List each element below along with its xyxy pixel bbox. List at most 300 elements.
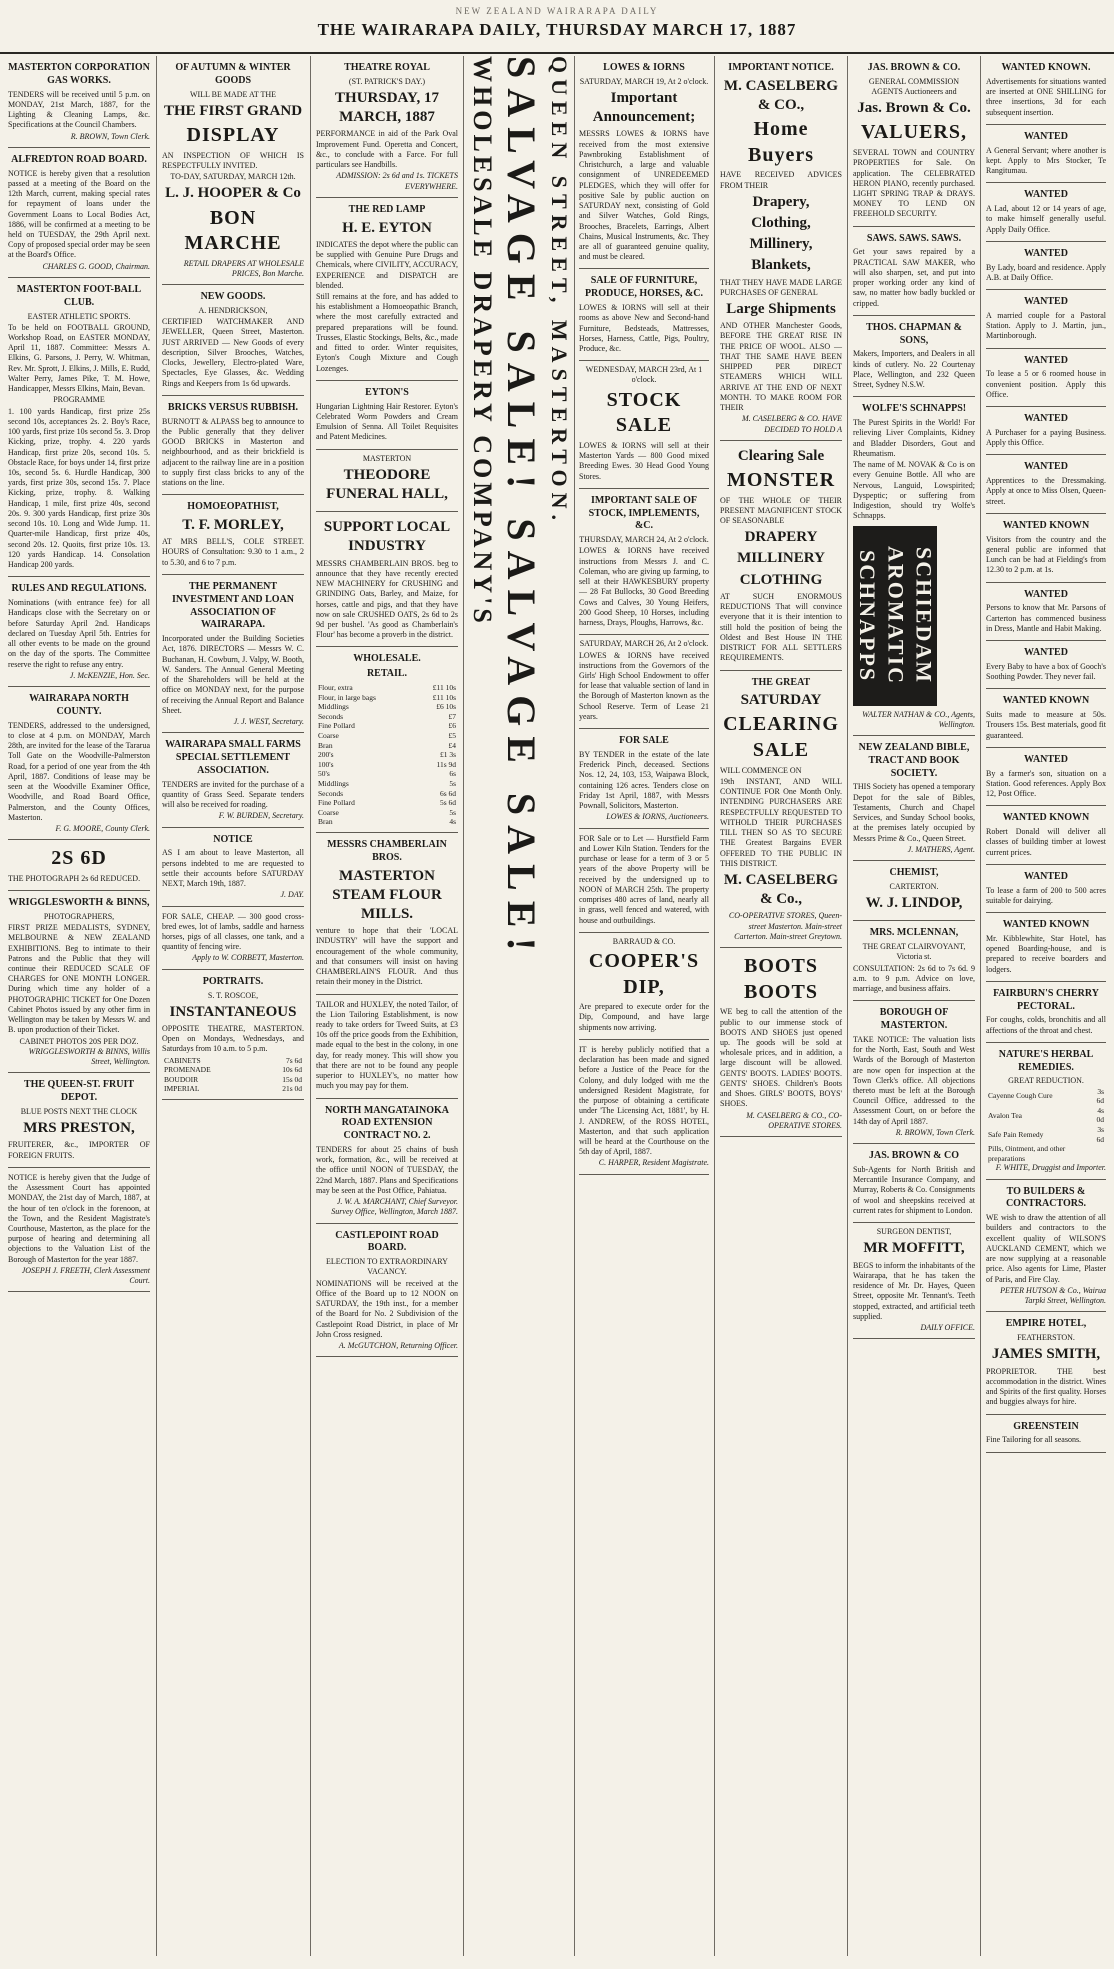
ad-heading: THEATRE ROYAL [344, 62, 430, 73]
ad-body: TENDERS for about 25 chains of bush work, formation, &c., will be received at the office until NOON of TUESDAY, the 22nd March, 1887. Plans and Specifications may be seen at the Post Office, Pahiatua. [316, 1145, 458, 1195]
price-value: 21s 0d [282, 1084, 302, 1094]
ad-heading: JAS. BROWN & CO. [867, 62, 961, 73]
price-value: 4s [449, 817, 456, 827]
advertisement [8, 148, 150, 278]
advertisement [853, 921, 975, 1001]
ad-heading: IMPORTANT NOTICE. [728, 62, 834, 73]
ad-heading: BON MARCHE [184, 206, 282, 255]
price-row [986, 1087, 1106, 1106]
price-value: 6s [449, 769, 456, 779]
ad-heading: Jas. Brown & Co. [857, 100, 971, 117]
ad-heading: BRICKS VERSUS RUBBISH. [167, 401, 299, 413]
price-item: Seconds [318, 788, 343, 798]
price-value: 3s 6d [1096, 1125, 1104, 1144]
advertisement [853, 736, 975, 861]
price-value: 3s 6d [1096, 1086, 1104, 1106]
ad-heading: MESSRS CHAMBERLAIN BROS. [327, 838, 447, 863]
ad-body: WE wish to draw the attention of all builders and contractors to the excellent quality of WILSON'S AUCKLAND CEMENT, which we are now supplying at a reasonable price. Also agents for Lime, Plaster of Paris, and Fire Clay. [986, 1213, 1106, 1284]
advertisement [8, 840, 150, 891]
advertisement [162, 495, 304, 575]
ad-signature: DAILY OFFICE. [920, 1322, 975, 1332]
price-item: BOUDOIR [164, 1074, 199, 1084]
ad-heading: CASTLEPOINT ROAD BOARD. [335, 1229, 439, 1254]
ad-body: THE PHOTOGRAPH 2s 6d REDUCED. [8, 873, 141, 883]
rotated-line-3: WHOLESALE DRAPERY COMPANY'S [468, 56, 497, 627]
ad-heading: INSTANTANEOUS [169, 1003, 297, 1020]
price-row [316, 702, 458, 712]
advertisement [579, 729, 709, 828]
advertisement [162, 56, 304, 285]
advertisement [316, 512, 458, 647]
ad-heading: WANTED [1024, 647, 1068, 658]
ad-heading: WANTED [1024, 296, 1068, 307]
ad-subheading: WILL BE MADE AT THE [189, 89, 277, 99]
advertisement [853, 227, 975, 316]
ad-heading: WANTED KNOWN [1002, 812, 1090, 824]
advertisement [579, 933, 709, 1040]
ad-heading: NEW GOODS. [200, 291, 266, 303]
ad-body: venture to hope that their 'LOCAL INDUSTRY' will have the support and encouragement of the whole community, and that consumers will insist on having CHAMBERLAIN'S FLOUR. And thus retain their money in the District. [316, 926, 458, 987]
ad-subheading: MASTERTON [362, 453, 412, 463]
ad-heading: T. F. MORLEY, [182, 517, 284, 534]
ad-heading: MASTERTON STEAM FLOUR MILLS. [332, 867, 442, 922]
ad-body: The Purest Spirits in the World! For relieving Liver Complaints, Kidney and Bladder Disorders, Gout and Rheumatism. [853, 418, 975, 458]
price-row [316, 808, 458, 818]
price-row [986, 1144, 1106, 1163]
ad-heading: 2S 6D [51, 847, 107, 870]
ad-body: Get your saws repaired by a PRACTICAL SAW MAKER, who will also sharpen, set, and put into proper working order any kind of saw, no matter how badly buckled or cripped. [853, 247, 975, 308]
ad-heading: WANTED KNOWN [1002, 519, 1090, 531]
ad-heading: TO BUILDERS & CONTRACTORS. [1005, 1185, 1087, 1210]
advertisement [316, 1099, 458, 1224]
ad-heading: WANTED [1024, 247, 1068, 259]
ad-heading: WANTED KNOWN [1002, 695, 1090, 707]
ad-body: Apprentices to the Dressmaking. Apply at once to Miss Olsen, Queen-street. [986, 476, 1106, 506]
column-rule [847, 56, 848, 1956]
ad-heading: FOR SALE [619, 735, 669, 747]
ad-heading: Important Announcement; [592, 90, 696, 126]
ad-heading: MR MOFFITT, [863, 1240, 965, 1257]
price-row [316, 721, 458, 731]
ad-body: FOR SALE, CHEAP. — 300 good cross-bred ewes, lot of lambs, saddle and harness horses, pigs of all classes, one tank, and a quantity of fencing wire. [162, 911, 304, 952]
ad-heading: PORTRAITS. [202, 975, 264, 987]
ad-signature: R. BROWN, Town Clerk. [895, 1127, 975, 1137]
ad-signature: Apply to W. CORBETT, Masterton. [192, 953, 304, 963]
ad-signature: F. G. MOORE, County Clerk. [55, 823, 150, 833]
ad-heading: MRS PRESTON, [23, 1120, 135, 1137]
column-7 [849, 56, 979, 1956]
ad-heading: SUPPORT LOCAL INDUSTRY [323, 519, 451, 555]
advertisement [986, 125, 1106, 184]
advertisement [986, 913, 1106, 982]
ad-heading: MASTERTON FOOT-BALL CLUB. [16, 283, 142, 308]
ad-heading: WAIRARAPA SMALL FARMS SPECIAL SETTLEMENT ASSOCIATION. [165, 739, 301, 776]
advertisement [986, 748, 1106, 807]
advertisement [8, 56, 150, 148]
advertisement [8, 577, 150, 687]
ad-heading: WANTED [1024, 354, 1068, 366]
ad-heading: Clearing Sale [737, 447, 825, 464]
ad-heading: WANTED KNOWN [1002, 919, 1090, 931]
price-item: Middlings [318, 778, 349, 788]
ad-heading: MONSTER [726, 469, 836, 491]
advertisement [986, 806, 1106, 865]
ad-heading: Home Buyers [748, 118, 814, 166]
ad-heading: NORTH MANGATAINOKA ROAD EXTENSION CONTRACT NO. 2. [325, 1104, 449, 1142]
ad-body: By a farmer's son, situation on a Station. Good references. Apply Box 12, Post Office. [986, 768, 1106, 799]
ad-body: Visitors from the country and the general public are informed that Lunch can be had at Fielding's from 12.30 to 2 p.m. at 1s. [986, 534, 1106, 575]
ad-subheading: THE GREAT CLAIRVOYANT, Victoria st. [862, 942, 966, 962]
advertisement [853, 56, 975, 227]
ad-heading: THE RED LAMP [348, 203, 426, 215]
ad-body: CONSULTATION: 2s 6d to 7s 6d. 9 a.m. to 9 p.m. Advice on love, marriage, and business affairs. [853, 963, 975, 994]
column-8 [982, 56, 1110, 1956]
ad-heading: WANTED [1024, 753, 1068, 765]
ad-body: WE beg to call the attention of the public to our immense stock of BOOTS AND SHOES just opened up. The goods will be sold at wholesale prices, and in addition, a large discount will be allowed. GENTS' BOOTS. LADIES' BOOTS. GENTS' SHOES. Children's Boots and Shoes. GIRLS' BOOTS, BOYS' SHOES. [720, 1007, 842, 1109]
ad-body: AT MRS BELL'S, COLE STREET. HOURS of Consultation: 9.30 to 1 a.m., 2 to 5.30, and 6 to 7 p.m. [162, 537, 304, 567]
price-item: Bran [318, 740, 333, 750]
ad-heading: SALE OF FURNITURE, PRODUCE, HORSES, &C. [584, 275, 704, 300]
ad-heading: COOPER'S DIP, [588, 949, 700, 998]
advertisement [579, 361, 709, 489]
advertisement [986, 290, 1106, 349]
price-row [316, 731, 458, 741]
price-item: Fine Pollard [318, 798, 355, 808]
price-row [316, 750, 458, 760]
ad-body: The name of M. NOVAK & Co is on every Genuine Bottle. All who are Nervous, Languid, Lowspirited; Dyspeptic; or suffering from Indigestion, should try Wolfe's Schnapps. [853, 460, 975, 521]
ad-heading: WANTED [1024, 588, 1068, 600]
ad-list-item: Drapery, [752, 193, 810, 210]
advertisement [579, 56, 709, 269]
ad-body: Are prepared to execute order for the Dip, Compound, and have large shipments now arriving. [579, 1002, 709, 1032]
ad-body: Suits made to measure at 50s. Trousers 15s. Best materials, good fit guaranteed. [986, 710, 1106, 740]
ad-body: Every Baby to have a box of Gooch's Soothing Powder. They never fail. [986, 661, 1106, 682]
ad-body: TAKE NOTICE: The valuation lists for the North, East, South and West Wards of the Borough of Masterton are now open for inspection at the Town Clerk's office. All objections thereto must be left at the Borough Council Office, addressed to the Assessment Court, on or before the 14th day of April 1887. [853, 1034, 975, 1126]
advertisement [162, 575, 304, 733]
ad-subheading: THURSDAY, MARCH 24, At 2 o'clock. [579, 535, 709, 545]
ad-body: A General Servant; where another is kept. Apply to Mrs Stocker, Te Rangitumau. [986, 145, 1106, 175]
ad-heading: DISPLAY [186, 124, 280, 147]
ad-list-item: MILLINERY [737, 550, 825, 567]
ad-subheading: CARTERTON. [889, 881, 939, 891]
ad-body: THAT THEY HAVE MADE LARGE PURCHASES OF GENERAL [720, 277, 842, 297]
ad-subheading: SURGEON DENTIST, [876, 1227, 952, 1237]
price-row [316, 741, 458, 751]
advertisement [316, 1224, 458, 1358]
ad-heading: WAIRARAPA NORTH COUNTY. [29, 693, 129, 717]
ad-signature: CHARLES G. GOOD, Chairman. [42, 261, 150, 271]
advertisement [162, 828, 304, 907]
ad-heading: WANTED [1024, 189, 1068, 201]
ad-subheading: BARRAUD & CO. [612, 936, 676, 946]
ad-list-item: CLOTHING [739, 571, 823, 588]
advertisement [8, 1168, 150, 1293]
ad-heading: ALFREDTON ROAD BOARD. [11, 153, 147, 165]
column-rule [714, 56, 715, 1956]
ad-heading: THE QUEEN-ST. FRUIT DEPOT. [23, 1079, 135, 1104]
ad-heading: LOWES & IORNS [603, 62, 685, 73]
ad-body: OPPOSITE THEATRE, MASTERTON. Open on Mondays, Wednesdays, and Saturdays from 10 a.m. to 5 p.m. [162, 1023, 304, 1054]
ad-signature: RETAIL DRAPERS AT WHOLESALE PRICES, Bon Marche. [183, 258, 304, 278]
ad-heading: THE FIRST GRAND [163, 102, 303, 119]
price-table [986, 1087, 1106, 1164]
ad-heading: STOCK SALE [606, 388, 682, 437]
column-2 [158, 56, 308, 1956]
ad-body: BY TENDER in the estate of the late Frederick Pinch, deceased. Sections Nos. 12, 24, 103, 153, Waipawa Block, containing 126 acres. Tenders close on Friday 1st April, 1887, with Messrs Pownall, Solicitors, Masterton. [579, 749, 709, 811]
ad-heading: THOS. CHAPMAN & SONS, [866, 321, 962, 346]
ad-heading: CHEMIST, [889, 867, 939, 879]
ad-heading: WHOLESALE. [353, 653, 421, 665]
ad-heading: SAWS. SAWS. SAWS. [866, 232, 962, 244]
price-item: Coarse [318, 807, 339, 817]
ad-list-item: Millinery, [749, 236, 813, 253]
price-table [316, 750, 458, 827]
ad-body: For coughs, colds, bronchitis and all affections of the throat and chest. [986, 1015, 1106, 1035]
ad-subheading: SATURDAY, MARCH 19, At 2 o'clock. [579, 76, 709, 86]
ad-heading: MRS. MCLENNAN, [869, 927, 959, 939]
ad-body: Still remains at the fore, and has added to his establishment a Homoeopathic Branch, where the most carefully extracted and prepared preparations will be found. Trusses, Elastic Stockings, Belts, &c., made and fitted to order. Winter requisites, Eyton's Cough Mixture and Cough Lozenges. [316, 291, 458, 373]
price-item: IMPERIAL [164, 1084, 200, 1094]
rotated-line-1: SALVAGE SALE! SALVAGE SALE! [499, 56, 544, 961]
ad-body: IT is hereby publicly notified that a declaration has been made and signed before a Justice of the Peace for the Colony, and duly lodged with me the undersigned Resident Magistrate, for the purpose of obtaining a certificate under 'The Licensing Act, 1881', by H. J. ANDREW, of the ROSS HOTEL, Masterton, and that such application will be heard at the Courthouse on the 5th day of April, 1887. [579, 1044, 709, 1157]
price-value: 5s [449, 807, 456, 817]
advertisement [720, 441, 842, 671]
ad-body: Sub-Agents for North British and Mercantile Insurance Company, and Murray, Roberts & Co. Consignments of wool and sheepskins received at current rates for shipment to London. [853, 1164, 975, 1215]
price-item: Seconds [318, 711, 343, 721]
advertisement [720, 948, 842, 1137]
advertisement [316, 995, 458, 1099]
ad-heading: GREENSTEIN [1013, 1420, 1079, 1432]
ad-body: AT SUCH ENORMOUS REDUCTIONS That will convince everyone that it is their intention to still hold the position of being the Oldest and Best House IN THE DISTRICT FOR ALL SETTLERS REQUIREMENTS. [720, 591, 842, 663]
ad-signature: M. CASELBERG & CO., CO-OPERATIVE STORES. [746, 1110, 842, 1130]
ad-heading: OF AUTUMN & WINTER GOODS [175, 62, 291, 86]
ad-body: Hungarian Lightning Hair Restorer. Eyton's Celebrated Worm Powders and Cream Emulsion of Senna. All Toilet Requisites and Patent Medicines. [316, 401, 458, 442]
price-item: PROMENADE [164, 1065, 211, 1075]
ad-subheading: SATURDAY, MARCH 26, At 2 o'clock. [579, 639, 709, 649]
ad-body: AND OTHER Manchester Goods, BEFORE THE GREAT RISE IN THE PRICE OF WOOL. ALSO — THAT THE SAME HAVE BEEN SHIPPED PER DIRECT STEAMERS WHICH WILL ARRIVE AT THE END OF NEXT MONTH. TO MAKE ROOM FOR THEIR [720, 321, 842, 413]
ad-body: To lease a 5 or 6 roomed house in convenient position. Apply this Office. [986, 369, 1106, 399]
ad-signature: C. HARPER, Resident Magistrate. [598, 1158, 709, 1168]
advertisement [853, 1144, 975, 1223]
ad-body: A Lad, about 12 or 14 years of age, to make himself generally useful. Apply Daily Office. [986, 204, 1106, 234]
ad-heading: M. CASELBERG & Co., [723, 872, 839, 908]
price-row [986, 1106, 1106, 1125]
advertisement [579, 1040, 709, 1175]
price-item: Cayenne Cough Cure [988, 1091, 1053, 1101]
ad-heading: WANTED [1024, 413, 1068, 424]
ad-body: FRUITERER, &c., IMPORTER OF FOREIGN FRUITS. [8, 1140, 150, 1160]
ad-body: Robert Donald will deliver all classes of building timber at lowest current prices. [986, 827, 1106, 857]
ad-signature: PETER HUTSON & Co., Wairua Tarpki Street, Wellington. [1000, 1285, 1106, 1306]
ad-body: 19th INSTANT, AND WILL CONTINUE FOR One Month Only. INTENDING PURCHASERS ARE RESPECTFULLY REQUESTED TO WITHOLD THEIR PURCHASES TILL THEN SO AS TO SECURE THE Greatest Bargains EVER OFFERED TO THE PUBLIC IN THIS DISTRICT. [720, 776, 842, 868]
ad-subheading: PROGRAMME [53, 395, 105, 405]
price-value: 10s 6d [282, 1065, 302, 1075]
price-value: 5s 6d [439, 798, 456, 808]
ad-heading: BOOTS BOOTS [744, 955, 818, 1003]
ad-heading: JAMES SMITH, [991, 1346, 1101, 1363]
advertisement [986, 455, 1106, 514]
advertisement [986, 183, 1106, 242]
advertisement [986, 1415, 1106, 1453]
ad-signature: R. BROWN, Town Clerk. [70, 131, 150, 141]
ad-heading: CLEARING SALE [723, 713, 839, 762]
advertisement [316, 833, 458, 995]
advertisement [986, 1180, 1106, 1313]
price-item: Coarse [318, 731, 339, 740]
advertisement [8, 278, 150, 577]
ad-body: TAILOR and HUXLEY, the noted Tailor, of the Lion Tailoring Establishment, is now ready to take orders for Tweed Suits, at £3 10s off the price goods from the Exhibition, made equal to the best in the colony, in one day, for ready money. This will show you that there are not to be found any people superior to HUXLEY's, no matter how much you may pay for them. [316, 999, 458, 1091]
price-value: £7 [448, 711, 456, 721]
ad-body: 1. 100 yards Handicap, first prize 25s second 10s, acceptances 2s. 2. Boy's Race, 100 yards, first prize 10s second 5s. 3. Drop Kicking, prize, trophy. 4. 220 yards Handicap, first prize 20s, second 10s. 5. Obstacle Race, for boys under 14, first prize 10s, second 5s. 6. Hurdle Handicap, 300 yards, first prize 30s, second 15s. 7. Place Kicking, prize, trophy. 8. Walking Handicap, 1 mile, first prize 40s, second 20s. 9. 300 yards Handicap, first prize 30s second 10s. 10. Long and Wide Jump. 11. Quarter-mile Handicap, first prize 40s, second 20s. 12. Quoits, first prize 10s. 13. 120 yards Handicap. 14. Consolation Handicap 200 yards. [8, 406, 150, 570]
ad-subheading: BLUE POSTS NEXT THE CLOCK [20, 1106, 138, 1116]
price-value: £6 [448, 721, 456, 731]
price-value: £5 [448, 731, 456, 740]
price-value: 4s 0d [1096, 1105, 1104, 1125]
ad-body: Fine Tailoring for all seasons. [986, 1435, 1082, 1445]
ad-signature: F. WHITE, Druggist and Importer. [995, 1163, 1106, 1173]
ad-heading: NOTICE [213, 833, 253, 845]
ad-subheading: GENERAL COMMISSION AGENTS Auctioneers and [868, 76, 960, 97]
advertisement [316, 198, 458, 381]
price-item: Fine Pollard [318, 721, 355, 731]
price-value [1088, 1144, 1106, 1163]
ad-heading: THE GREAT [751, 676, 811, 688]
price-item: CABINETS [164, 1055, 201, 1065]
masthead [0, 0, 1114, 54]
ad-subheading: FEATHERSTON. [1017, 1333, 1075, 1343]
advertisement [162, 970, 304, 1100]
schnapps-bottle-illustration: SCHIEDAM AROMATIC SCHNAPPS [853, 526, 937, 706]
ad-body: BURNOTT & ALPASS beg to announce to the Public generally that they deliver GOOD BRICKS in Masterton and neighbourhood, and as their brickfield is adjacent to the railway line are in a position to supply first class bricks to any of the stations on the line. [162, 416, 304, 488]
price-value: 15s 0d [282, 1074, 302, 1084]
ad-heading: EMPIRE HOTEL, [1005, 1318, 1087, 1330]
ad-heading: HOMOEOPATHIST, [187, 501, 279, 513]
advertisement [986, 349, 1106, 408]
price-value: £11 10s [432, 692, 456, 702]
price-value: £1 3s [439, 750, 456, 760]
ad-body: AS I am about to leave Masterton, all persons indebted to me are requested to settle their accounts before SATURDAY NEXT, March 19th, 1887. [162, 848, 304, 889]
advertisement [853, 1001, 975, 1144]
ad-heading: Large Shipments [726, 301, 836, 318]
advertisement [316, 381, 458, 450]
advertisement [8, 687, 150, 840]
ad-body: LOWES & IORNS have received instructions from Messrs J. and C. Coleman, who are giving up farming, to sell at their HAWKESBURY property — 28 Fat Bullocks, 30 Good Breeding Cows and Calves, 30 Young Heifers, 200 Good Sheep, 10 Horses, including harness, Drays, Ploughs, Harrows, &c. [579, 546, 709, 628]
advertisement [986, 1043, 1106, 1180]
advertisement [986, 407, 1106, 455]
rotated-ad-text [464, 56, 574, 1956]
ad-heading: WOLFE'S SCHNAPPS! [861, 403, 967, 415]
ad-heading: WRIGGLESWORTH & BINNS, [8, 897, 150, 909]
advertisement [579, 269, 709, 361]
newspaper-title: THE WAIRARAPA DAILY, THURSDAY MARCH 17, 1887 [317, 20, 797, 39]
ad-heading: FAIRBURN'S CHERRY PECTORAL. [993, 987, 1099, 1012]
ad-heading: THURSDAY, 17 MARCH, 1887 [335, 90, 439, 126]
ad-list-item: Clothing, [751, 215, 811, 232]
ad-heading: THE PERMANENT INVESTMENT AND LOAN ASSOCIATION OF WAIRARAPA. [171, 580, 295, 631]
ad-body: LOWES & IORNS have received instructions from the Governors of the Girls' High School Endowment to offer for lease that valuable section of land in the Borough of Masterton known as the School Reserve. Term of Lease 21 years. [579, 650, 709, 721]
price-row [162, 1056, 304, 1066]
advertisement [986, 242, 1106, 290]
price-value: 11s 9d [436, 759, 456, 769]
advertisement [316, 450, 458, 513]
advertisement [986, 865, 1106, 913]
advertisement [853, 397, 975, 736]
price-item: Bran [318, 817, 333, 827]
price-table [316, 683, 458, 750]
ad-subheading: WEDNESDAY, MARCH 23rd, At 1 o'clock. [585, 365, 703, 385]
price-row [316, 683, 458, 693]
ad-body: NOMINATIONS will be received at the Office of the Board up to 12 NOON on SATURDAY, the 19th inst., for a member of the Board for No. 2 Subdivision of the Castlepoint Road District, in place of Mr John Cross resigned. [316, 1278, 458, 1339]
ad-heading: BOROUGH OF MASTERTON. [879, 1007, 949, 1032]
ad-signature: J. MATHERS, Agent. [907, 844, 975, 854]
ad-body: FIRST PRIZE MEDALISTS, SYDNEY, MELBOURNE & NEW ZEALAND EXHIBITIONS. Beg to intimate to their Patrons and the Public that they will continue their REDUCED SCALE OF CHARGES for ONE MONTH LONGER. During which time any holder of a PHOTOGRAPHIC TICKET for One Dozen Cabinet Photos issued by any other firm in Wellington may be taken by Messrs W. and B. upon production of their Ticket. [8, 923, 150, 1035]
price-item: 200's [318, 750, 334, 760]
ad-signature: LOWES & IORNS, Auctioneers. [606, 812, 709, 822]
ad-body: Advertisements for situations wanted are inserted at ONE SHILLING for three insertions, 3d for each subsequent insertion. [986, 76, 1106, 117]
price-value: £4 [448, 740, 456, 750]
ad-body: TENDERS will be received until 5 p.m. on MONDAY, 21st March, 1887, for the Lighting & Cleaning Lamps, &c. Specifications at the Council Chambers. [8, 89, 150, 130]
ad-heading: JAS. BROWN & CO [868, 1150, 959, 1162]
price-row [316, 798, 458, 808]
ad-heading: SATURDAY [740, 692, 822, 709]
advertisement [162, 396, 304, 495]
price-item: Flour, in large bags [318, 692, 376, 702]
advertisement [579, 829, 709, 933]
masthead-tagline: NEW ZEALAND WAIRARAPA DAILY [455, 6, 659, 16]
ad-body: TENDERS are invited for the purchase of a quantity of Grass Seed. Separate tenders will also be received for roading. [162, 779, 304, 810]
advertisement [316, 56, 458, 198]
ad-body: To lease a farm of 200 to 500 acres suitable for dairying. [986, 885, 1106, 905]
column-rule [156, 56, 157, 1956]
ad-body: Nominations (with entrance fee) for all Handicaps close with the Secretary on or before Saturday April 2nd. Handicaps declared on Tuesday April 5th. Entries for all other events to be made on the ground on the day of the sports. The Committee reserve the right to refuse any entry. [8, 598, 150, 669]
ad-subheading: CABINET PHOTOS 20S PER DOZ. [19, 1036, 139, 1046]
column-rule [980, 56, 981, 1956]
ad-subheading: GREAT REDUCTION. [1008, 1076, 1084, 1086]
price-item: 50's [318, 769, 330, 779]
ad-body: To be held on FOOTBALL GROUND, Workshop Road, on EASTER MONDAY, April 11, 1887. Committee: Messrs A. Elkins, G. Parsons, J. Perry, W. Whitman, Rev. Mr. Sprott, J. Elkins, J. Mills, E. Rudd, Walter Perry, James Pike, T. M. Howe, Handicapper, Messrs Elkins, Main, Bevan. [8, 322, 150, 394]
advertisement [316, 647, 458, 833]
price-item: Flour, extra [318, 683, 353, 693]
rotated-line4 [463, 56, 466, 1956]
advertisement [986, 1312, 1106, 1414]
ad-heading: NATURE'S HERBAL REMEDIES. [998, 1048, 1094, 1073]
ad-subheading: (ST. PATRICK'S DAY.) [348, 76, 426, 86]
price-value: £6 10s [436, 702, 456, 712]
price-value: 7s 6d [285, 1055, 302, 1065]
ad-heading: M. CASELBERG & CO., [723, 77, 839, 113]
ad-subheading: ELECTION TO EXTRAORDINARY VACANCY. [326, 1257, 448, 1277]
price-row [162, 1075, 304, 1085]
ad-heading: VALUERS, [861, 121, 967, 144]
price-row [316, 693, 458, 703]
advertisement [162, 733, 304, 827]
ad-body: Mr. Kibblewhite, Star Hotel, has opened Boarding-house, and is prepared to receive boarders and lodgers. [986, 933, 1106, 974]
ad-body: Makers, Importers, and Dealers in all kinds of cutlery. No. 22 Courtenay Place, Wellington, and 232 Queen Street, Sydney N.S.W. [853, 349, 975, 390]
advertisement [720, 56, 842, 441]
ad-heading: RULES AND REGULATIONS. [11, 583, 147, 595]
ad-body: MESSRS CHAMBERLAIN BROS. beg to announce that they have recently erected NEW MACHINERY for CRUSHING and GRINDING Oats, Barley, and Maize, for horses, cattle and pigs, and that they have now on sale CRUSHED OATS, 2s 6d to 2s 9d per bushel. 'As good as Chamberlain's Flour' has become a proverb in the district. [316, 558, 458, 640]
price-value: 5s [449, 778, 456, 788]
ad-body: By Lady, board and residence. Apply A.B. at Daily Office. [986, 262, 1106, 282]
price-table [162, 1056, 304, 1094]
ad-heading: W. J. LINDOP, [865, 895, 963, 912]
ad-body: THIS Society has opened a temporary Depot for the sale of Bibles, Testaments, Church and Chapel Services, and Sunday School books, at the premises lately occupied by Messrs Prime & Co., Queen Street. [853, 782, 975, 843]
ad-signature: J. J. WEST, Secretary. [233, 717, 304, 727]
price-value: £11 10s [432, 683, 456, 693]
price-item: Avalon Tea [988, 1110, 1022, 1120]
ad-body: CERTIFIED WATCHMAKER AND JEWELLER, Queen Street, Masterton. JUST ARRIVED — New Goods of every description, Silver Brooches, Watches, Clocks, Jewellery, Electro-plated Ware, Spectacles, Eye Glasses, &c. Wedding Rings and Keepers from 1s 6d upwards. [162, 317, 304, 388]
ad-heading: THEODORE FUNERAL HALL, [326, 466, 448, 502]
